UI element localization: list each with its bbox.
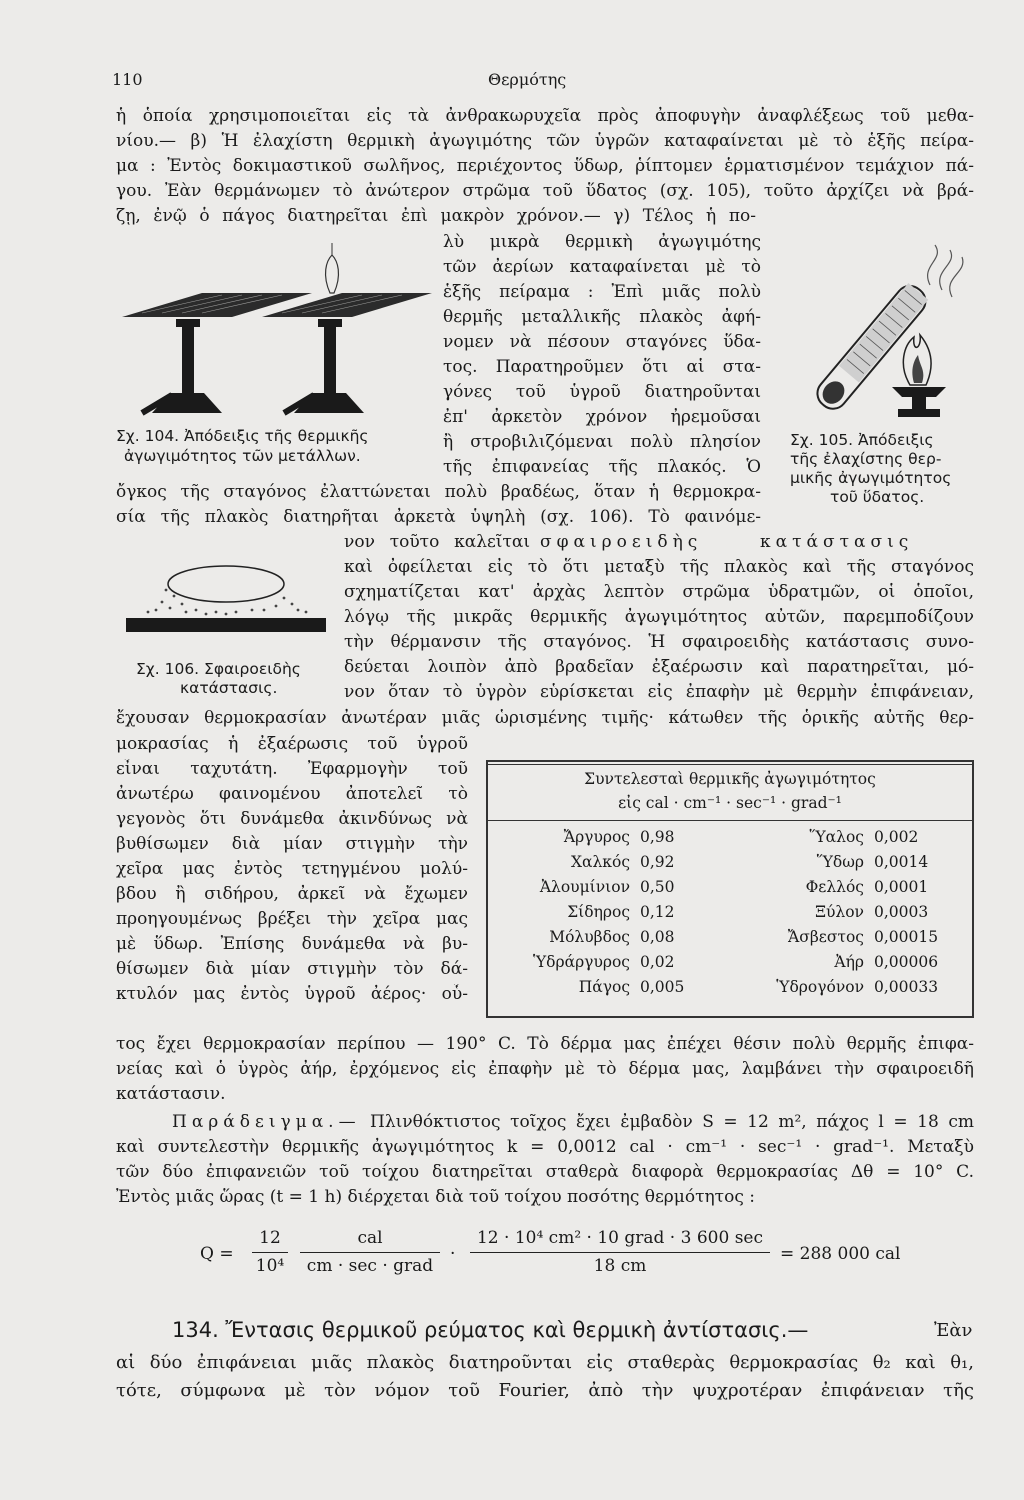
table-unit: εἰς cal · cm⁻¹ · sec⁻¹ · grad⁻¹ — [618, 794, 842, 812]
text-line: σχηματίζεται κατ' ἀρχὰς λεπτὸν στρῶμα ὑδρατμῶν, οἱ ὁποῖοι, — [344, 582, 974, 602]
fraction-numerator: 12 · 10⁴ cm² · 10 grad · 3 600 sec — [476, 1228, 763, 1248]
fig105-caption-line: Σχ. 105. Ἀπόδειξις — [790, 431, 934, 449]
text-line: λὺ μικρὰ θερμικὴ ἀγωγιμότης — [443, 232, 761, 252]
text-line: εἶναι ταχυτάτη. Ἐφαρμογὴν τοῦ — [116, 759, 468, 779]
text-line: μὲ ὕδωρ. Ἐπίσης δυνάμεθα νὰ βυ- — [116, 934, 468, 954]
value: 0,08 — [640, 928, 675, 946]
text-line: τῶν δύο ἐπιφανειῶν τοῦ τοίχου διατηρεῖται σταθερὰ διαφορὰ θερμοκρασίας Δθ = 10° C. — [116, 1162, 974, 1182]
running-title: Θερμότης — [488, 70, 567, 89]
text-line: λόγῳ τῆς μικρᾶς θερμικῆς ἀγωγιμότητος αὐτῶν, παρεμποδίζουν — [344, 607, 974, 627]
material: Πάγος — [578, 978, 630, 996]
text-line: Πλινθόκτιστος τοῖχος ἔχει ἐμβαδὸν S = 12 m², πάχος l = 18 cm — [370, 1112, 974, 1132]
burner-base — [898, 409, 940, 417]
value: 0,92 — [640, 853, 675, 871]
text-line: ἀνωτέρω φαινομένου ἀποτελεῖ τὸ — [116, 784, 468, 804]
fig106-caption-line: Σχ. 106. Σφαιροειδὴς — [136, 660, 301, 678]
fig105-caption-line: τοῦ ὕδατος. — [830, 488, 925, 506]
figure-106 — [126, 560, 326, 640]
table-row — [488, 928, 972, 950]
conductivity-table — [486, 760, 974, 1018]
burner-tube-left — [182, 325, 194, 395]
fraction-denominator: 10⁴ — [255, 1256, 285, 1276]
text-line: χεῖρα μας ἐντὸς τετηγμένου μολύ- — [116, 859, 468, 879]
text-line: τῆς ἐπιφανείας τῆς πλακός. Ὁ — [443, 457, 761, 477]
value: 0,12 — [640, 903, 675, 921]
table-title: Συντελεσταὶ θερμικῆς ἀγωγιμότητος — [584, 770, 876, 788]
material: Ἄσβεστος — [787, 928, 864, 946]
table-row — [488, 853, 972, 875]
text-line: ἢ στροβιλιζόμεναι πολὺ πλησίον — [443, 432, 761, 452]
formula-dot: · — [450, 1244, 456, 1264]
table-row — [488, 828, 972, 850]
text-line: νον τοῦτο καλεῖται — [344, 532, 530, 552]
fig105-caption-line: μικῆς ἀγωγιμότητος — [790, 469, 952, 487]
fraction-denominator: cm · sec · grad — [306, 1256, 434, 1276]
spheroidal-drop — [168, 566, 284, 602]
spaced-term: σφαιροειδὴς — [540, 532, 703, 552]
figure-105 — [780, 245, 970, 425]
text-line: ὄγκος τῆς σταγόνος ἐλαττώνεται πολὺ βραδέως, ὅταν ἡ θερμοκρα- — [116, 482, 761, 502]
text-line: τῶν ἀερίων καταφαίνεται μὲ τὸ — [443, 257, 761, 277]
value: 0,0001 — [874, 878, 929, 896]
material: Ἀλουμίνιον — [539, 878, 630, 896]
fraction-numerator: 12 — [259, 1228, 281, 1248]
text-line: καὶ ὀφείλεται εἰς τὸ ὅτι μεταξὺ τῆς πλακὸς καὶ τῆς σταγόνος — [344, 557, 974, 577]
fraction-numerator: cal — [357, 1228, 383, 1248]
text-line: κτυλόν μας ἐντὸς ὑγροῦ ἀέρος· οὗ- — [116, 984, 468, 1004]
value: 0,02 — [640, 953, 675, 971]
text-line: κατάστασιν. — [116, 1084, 226, 1104]
text-line: βυθίσωμεν διὰ μίαν στιγμὴν τὴν — [116, 834, 468, 854]
value: 0,005 — [640, 978, 685, 996]
text-line: νομεν νὰ πέσουν σταγόνες ὕδα- — [443, 332, 761, 352]
formula — [200, 1228, 920, 1284]
fraction-denominator: 18 cm — [593, 1256, 647, 1276]
material: Χαλκός — [570, 853, 630, 871]
text-line: ἡ ὁποία χρησιμοποιεῖται εἰς τὰ ἀνθρακωρυχεῖα πρὸς ἀποφυγὴν ἀναφλέξεως τοῦ μεθα- — [116, 106, 974, 126]
section-heading: 134. Ἔντασις θερμικοῦ ρεύματος καὶ θερμικὴ ἀντίστασις.— — [172, 1318, 809, 1342]
hot-plate — [126, 618, 326, 632]
figure-104 — [112, 255, 442, 425]
text-line: αἱ δύο ἐπιφάνειαι μιᾶς πλακὸς διατηροῦνται εἰς σταθερὰς θερμοκρασίας θ₂ καὶ θ₁, — [116, 1352, 974, 1373]
text-line: νίου.— β) Ἡ ἐλαχίστη θερμικὴ ἀγωγιμότης τῶν ὑγρῶν καταφαίνεται μὲ τὸ ἑξῆς πείρα- — [116, 131, 974, 151]
material: Μόλυβδος — [549, 928, 630, 946]
value: 0,00015 — [874, 928, 939, 946]
material: Φελλός — [805, 878, 864, 896]
burner-dish — [892, 387, 946, 397]
text-line: γου. Ἐὰν θερμάνωμεν τὸ ἀνώτερον στρῶμα τοῦ ὕδατος (σχ. 105), τοῦτο ἀρχίζει νὰ βρά- — [116, 181, 974, 201]
text-line: γόνες τοῦ ὑγροῦ διατηροῦνται — [443, 382, 761, 402]
spaced-term: κατάστασις — [760, 532, 914, 552]
text-line: ἔχουσαν θερμοκρασίαν ἀνωτέραν μιᾶς ὡρισμένης τιμῆς· κάτωθεν τῆς ὁρικῆς αὐτῆς θερ- — [116, 708, 974, 728]
text-line: τότε, σύμφωνα μὲ τὸν νόμον τοῦ Fourier, ἀπὸ τὴν ψυχροτέραν ἐπιφάνειαν τῆς — [116, 1380, 974, 1401]
fig104-caption-line: Σχ. 104. Ἀπόδειξις τῆς θερμικῆς — [116, 427, 369, 445]
value: 0,50 — [640, 878, 675, 896]
formula-result: = 288 000 cal — [780, 1244, 901, 1264]
material: Ὕδωρ — [816, 853, 864, 871]
page-number: 110 — [112, 70, 143, 89]
text-line: ζῃ, ἐνῷ ὁ πάγος διατηρεῖται ἐπὶ μακρὸν χρόνον.— γ) Τέλος ἡ πο- — [116, 206, 756, 226]
text-line: καὶ συντελεστὴν θερμικῆς ἀγωγιμότητος k = 0,0012 cal · cm⁻¹ · sec⁻¹ · grad⁻¹. Μεταξὺ — [116, 1137, 974, 1157]
table-row — [488, 903, 972, 925]
section-heading-tail: Ἐὰν — [934, 1320, 973, 1341]
fig105-caption-line: τῆς ἐλαχίστης θερ- — [790, 450, 942, 468]
value: 0,0003 — [874, 903, 929, 921]
text-line: τος. Παρατηροῦμεν ὅτι αἱ στα- — [443, 357, 761, 377]
text-line: βδου ἢ σιδήρου, ἀρκεῖ νὰ ἔχωμεν — [116, 884, 468, 904]
water-drop — [326, 255, 339, 293]
text-line: θερμῆς μεταλλικῆς πλακὸς ἀφή- — [443, 307, 761, 327]
text-line: δεύεται λοιπὸν ἀπὸ βραδεῖαν ἐξαέρωσιν καὶ παρατηρεῖται, μό- — [344, 657, 974, 677]
steam-lines — [928, 245, 938, 285]
value: 0,00006 — [874, 953, 939, 971]
value: 0,98 — [640, 828, 675, 846]
table-row — [488, 978, 972, 1000]
text-line: νείας καὶ ὁ ὑγρὸς ἀήρ, ἐρχόμενος εἰς ἐπαφὴν μὲ τὸ δέρμα μας, λαμβάνει τὴν σφαιροειδῆ — [116, 1059, 974, 1079]
text-line: ἐπ' ἀρκετὸν χρόνον ἠρεμοῦσαι — [443, 407, 761, 427]
text-line: μοκρασίας ἡ ἐξαέρωσις τοῦ ὑγροῦ — [116, 734, 468, 754]
text-line: τος ἔχει θερμοκρασίαν περίπου — 190° C. Τὸ δέρμα μας ἐπέχει θέσιν πολὺ θερμῆς ἐπιφα- — [116, 1034, 974, 1054]
table-row — [488, 953, 972, 975]
material: Ὕαλος — [809, 828, 864, 846]
table-row — [488, 878, 972, 900]
text-line: προηγουμένως βρέξει τὴν χεῖρα μας — [116, 909, 468, 929]
text-line: θίσωμεν διὰ μίαν στιγμὴν τὸν δά- — [116, 959, 468, 979]
value: 0,002 — [874, 828, 919, 846]
text-line: μα : Ἐντὸς δοκιμαστικοῦ σωλῆνος, περιέχοντος ὕδωρ, ῥίπτομεν ἑρματισμένον τεμάχιον πά- — [116, 156, 974, 176]
fig106-caption-line: κατάστασις. — [180, 679, 278, 697]
text-line: Ἐντὸς μιᾶς ὥρας (t = 1 h) διέρχεται διὰ τοῦ τοίχου ποσότης θερμότητος : — [116, 1187, 755, 1207]
material: Ξύλον — [815, 903, 864, 921]
burner-tube-right — [324, 325, 336, 395]
text-line: τὴν θέρμανσιν τῆς σταγόνος. Ἡ σφαιροειδὴς κατάστασις συνο- — [344, 632, 974, 652]
material: Ὑδρογόνον — [776, 978, 864, 996]
material: Ὑδράργυρος — [532, 953, 630, 971]
formula-lhs: Q = — [200, 1244, 234, 1264]
text-line: γεγονὸς ὅτι δυνάμεθα ἀκινδύνως νὰ — [116, 809, 468, 829]
material: Ἄργυρος — [563, 828, 630, 846]
value: 0,0014 — [874, 853, 929, 871]
text-line: ἑξῆς πείραμα : Ἐπὶ μιᾶς πολὺ — [443, 282, 761, 302]
example-label: Παράδειγμα.— — [172, 1112, 361, 1132]
material: Σίδηρος — [567, 903, 630, 921]
fig104-caption-line: ἀγωγιμότητος τῶν μετάλλων. — [124, 447, 361, 465]
text-line: νον ὅταν τὸ ὑγρὸν εὑρίσκεται εἰς ἐπαφὴν μὲ θερμὴν ἐπιφάνειαν, — [344, 682, 974, 702]
material: Ἀήρ — [834, 953, 864, 971]
value: 0,00033 — [874, 978, 939, 996]
text-line: σία τῆς πλακὸς διατηρῆται ἀρκετὰ ὑψηλὴ (σχ. 106). Τὸ φαινόμε- — [116, 507, 761, 527]
